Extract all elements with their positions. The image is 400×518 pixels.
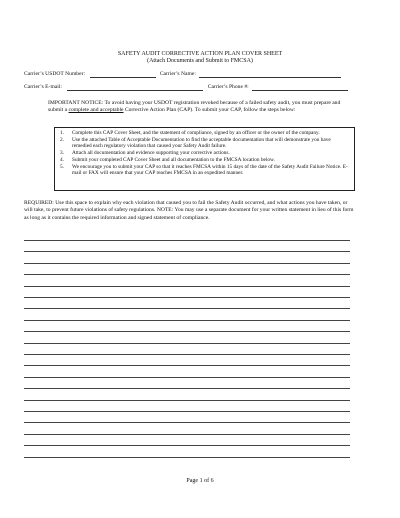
carrier-name-label: Carrier’s Name:: [159, 71, 196, 77]
notice-text-2: Corrective Action Plan (CAP). To submit your CAP, follow the steps below:: [123, 107, 296, 114]
step-number: 2.: [60, 136, 64, 143]
step-text: Submit your completed CAP Cover Sheet and all documentation to the FMCSA location below.: [72, 156, 275, 163]
step-item: [59, 150, 350, 157]
phone-field[interactable]: [252, 83, 348, 91]
usdot-name-row: [24, 70, 354, 79]
writing-line[interactable]: [24, 331, 350, 332]
step-text: Attach all documentation and evidence supporting your corrective actions.: [72, 150, 230, 157]
phone-label: Carrier’s Phone #:: [207, 84, 249, 90]
step-item: [59, 157, 350, 164]
required-instructions: REQUIRED: Use this space to explain why each violation that caused you to fail the Safety Audit occurred, and what actions you have taken, or will take, to prevent future violations of safety regulations. NOTE: You may use a separate document for your written statement in lieu of this form as long as it contains the required information and signed statement of compliance.: [24, 200, 354, 221]
writing-line[interactable]: [24, 320, 350, 321]
writing-line[interactable]: [24, 434, 350, 435]
usdot-number-label: Carrier’s USDOT Number:: [24, 71, 86, 77]
writing-line[interactable]: [24, 297, 350, 298]
step-item: [59, 137, 350, 150]
form-title: SAFETY AUDIT CORRECTIVE ACTION PLAN COVER SHEET: [117, 51, 283, 57]
writing-line[interactable]: [24, 286, 350, 287]
writing-line[interactable]: [24, 240, 350, 241]
notice-underlined: complete and acceptable: [68, 107, 124, 114]
email-label: Carrier’s E-mail:: [24, 84, 62, 90]
step-number: 5.: [60, 163, 64, 170]
notice-text-1: IMPORTANT NOTICE: To avoid having your USDOT registration revoked because of a failed safety audit, you must prepare and submit a: [48, 100, 341, 114]
step-number: 4.: [60, 156, 64, 163]
writing-line[interactable]: [24, 400, 350, 401]
writing-line[interactable]: [24, 365, 350, 366]
submission-steps-box: [54, 127, 355, 191]
writing-line[interactable]: [24, 388, 350, 389]
writing-line[interactable]: [24, 445, 350, 446]
writing-line[interactable]: [24, 308, 350, 309]
step-text: We encourage you to submit your CAP so that it reaches FMCSA within 15 days of the date of the Safety Audit Failure Notice. E-mail or FAX will ensure that your CAP reaches FMCSA in an expedited manner.: [72, 163, 348, 177]
writing-line[interactable]: [24, 457, 350, 458]
step-item: [59, 130, 350, 137]
important-notice: [48, 100, 355, 115]
step-text: Use the attached Table of Acceptable Documentation to find the acceptable documentation that will demonstrate you have remedied each regulatory violation that caused your Safety Audit failure.: [72, 136, 331, 150]
writing-line[interactable]: [24, 411, 350, 412]
email-field[interactable]: [67, 83, 203, 91]
carrier-name-field[interactable]: [199, 70, 341, 78]
step-number: 3.: [60, 150, 64, 157]
email-phone-row: [24, 83, 354, 92]
writing-line[interactable]: [24, 251, 350, 252]
writing-line[interactable]: [24, 343, 350, 344]
usdot-number-field[interactable]: [90, 70, 156, 78]
page-number: Page 1 of 6: [186, 478, 214, 484]
form-subtitle: (Attach Documents and Submit to FMCSA): [147, 58, 253, 64]
writing-line[interactable]: [24, 274, 350, 275]
step-number: 1.: [60, 130, 64, 136]
writing-line[interactable]: [24, 354, 350, 355]
writing-line[interactable]: [24, 377, 350, 378]
writing-line[interactable]: [24, 263, 350, 264]
writing-line[interactable]: [24, 422, 350, 423]
step-item: [59, 164, 350, 177]
step-text: Complete this CAP Cover Sheet, and the statement of compliance, signed by an officer or the owner of the company.: [72, 130, 320, 136]
